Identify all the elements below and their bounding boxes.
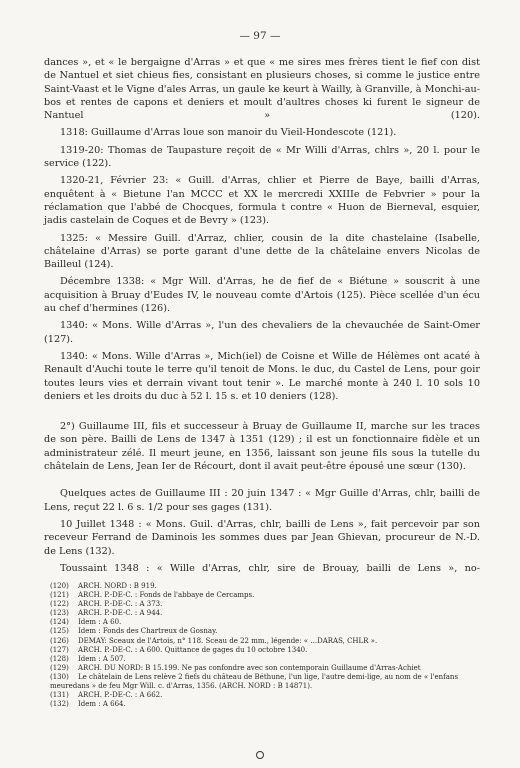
- footnote: (123) ARCH. P.-DE-C. : A 944.: [50, 609, 163, 618]
- footnote: (128) Idem : A 507.: [50, 654, 126, 663]
- page-number: — 97 —: [239, 30, 281, 42]
- footnote: (122) ARCH. P.-DE-C. : A 373.: [50, 600, 163, 609]
- paragraph: dances », et « le bergaigne d'Arras » et que « me sires mes frères tient le fief con dist de Nantuel et siet chieus fies, consistant en plusieurs choses, si comme le justice entre Saint-Vaast et le Vigne d'ales Arras, un gaule ke keurt à Wailly, à Granville, à Monchi-au-bos et rentes de capons et deniers et moult d'aultres choses ki furent le signeur de Nantuel » (120).: [44, 57, 480, 122]
- main-text: [44, 56, 480, 579]
- footnote: (131) ARCH. P.-DE-C. : A 662.: [50, 691, 163, 700]
- paragraph: 1340: « Mons. Wille d'Arras », Mich(iel) de Coisne et Wille de Hélèmes ont acaté à Renault d'Auchi toute le terre qu'il tenoit de Mons. le duc, du Castel de Lens, pour goir toutes leurs vies et derrain vivant tout tenir ». Le marché monte à 240 l. 10 sols 10 deniers et les droits du duc à 52 l. 15 s. et 10 deniers (128).: [44, 350, 480, 402]
- paragraph: 1319-20: Thomas de Taupasture reçoit de « Mr Willi d'Arras, chlrs », 20 l. pour le service (122).: [44, 144, 480, 170]
- paragraph: Quelques actes de Guillaume III : 20 juin 1347 : « Mgr Guille d'Arras, chlr, bailli de Lens, reçut 22 l. 6 s. 1/2 pour ses gages (131).: [44, 488, 480, 513]
- paragraph: 1318: Guillaume d'Arras loue son manoir du Vieil-Hondescote (121).: [60, 127, 397, 139]
- footnote: (120) ARCH. NORD : B 919.: [50, 582, 157, 590]
- footnotes: [44, 582, 480, 709]
- paragraph: Décembre 1338: « Mgr Will. d'Arras, he de fief de « Biétune » souscrit à une acquisition à Bruay d'Eudes IV, le nouveau comte d'Artois (125). Pièce scellée d'un écu au chef d'hermines (126).: [44, 276, 480, 315]
- footnote: (132) Idem : A 664.: [50, 700, 126, 709]
- paragraph: 2°) Guillaume III, fils et successeur à Bruay de Guillaume II, marche sur les traces de son père. Bailli de Lens de 1347 à 1351 (129) ; il est un fonctionnaire fidèle et un administrateur zélé. Il meurt jeune, en 1356, laissant son jeune fils sous la tutelle du châtelain de Lens, Jean Ier de Récourt, dont il avait peut-être épousé une sœur (130).: [44, 421, 480, 473]
- footnote: (127) ARCH. P.-DE-C. : A 600. Quittance de gages du 10 octobre 1340.: [50, 645, 308, 654]
- footnote: (130) Le châtelain de Lens relève 2 fiefs du château de Béthune, l'un lige, l'autre demi-lige, au nom de « l'enfans meuredans » de feu Mgr Will. c. d'Arras, 1356. (ARCH. NORD : B 14871).: [50, 672, 459, 691]
- page-mark-circle: [256, 751, 264, 759]
- paragraph: 1340: « Mons. Wille d'Arras », l'un des chevaliers de la chevauchée de Saint-Omer (127).: [44, 320, 480, 345]
- paragraph: Toussaint 1348 : « Wille d'Arras, chlr, sire de Brouay, bailli de Lens », no-: [60, 562, 480, 574]
- footnote: (129) ARCH. DU NORD: B 15.199. Ne pas confondre avec son contemporain Guillaume d'Arras-Achiet: [50, 663, 421, 672]
- footnote: (121) ARCH. P.-DE-C. : Fonds de l'abbaye de Cercamps.: [50, 591, 255, 600]
- footnote: (125) Idem : Fonds des Chartreux de Gosnay.: [50, 627, 218, 636]
- paragraph: 1325: « Messire Guill. d'Arraz, chlier, cousin de la dite chastelaine (Isabelle, châtelaine d'Arras) se porte garant d'une dette de la châtelaine envers Nicolas de Bailleul (124).: [44, 232, 480, 271]
- paragraph: 1320-21, Février 23: « Guill. d'Arras, chlier et Pierre de Baye, bailli d'Arras, enquêtent à « Bietune l'an MCCC et XX le mercredi XXIIIe de Febvrier » pour la réclamation que l'abbé de Chocques, formula t contre « Huon de Bierneval, esquier, jadis castelain de Coques et de Bevry » (123).: [44, 175, 480, 227]
- paragraph: 10 Juillet 1348 : « Mons. Guil. d'Arras, chlr, bailli de Lens », fait percevoir par son receveur Ferrand de Daminois les sommes dues par Jean Ghievan, procureur de N.-D. de Lens (132).: [44, 518, 480, 557]
- footnote: (124) Idem : A 60.: [50, 618, 122, 627]
- footnote: (126) DEMAY: Sceaux de l'Artois, n° 118. Sceau de 22 mm., légende: « ...DARAS, CHLR ».: [50, 636, 378, 645]
